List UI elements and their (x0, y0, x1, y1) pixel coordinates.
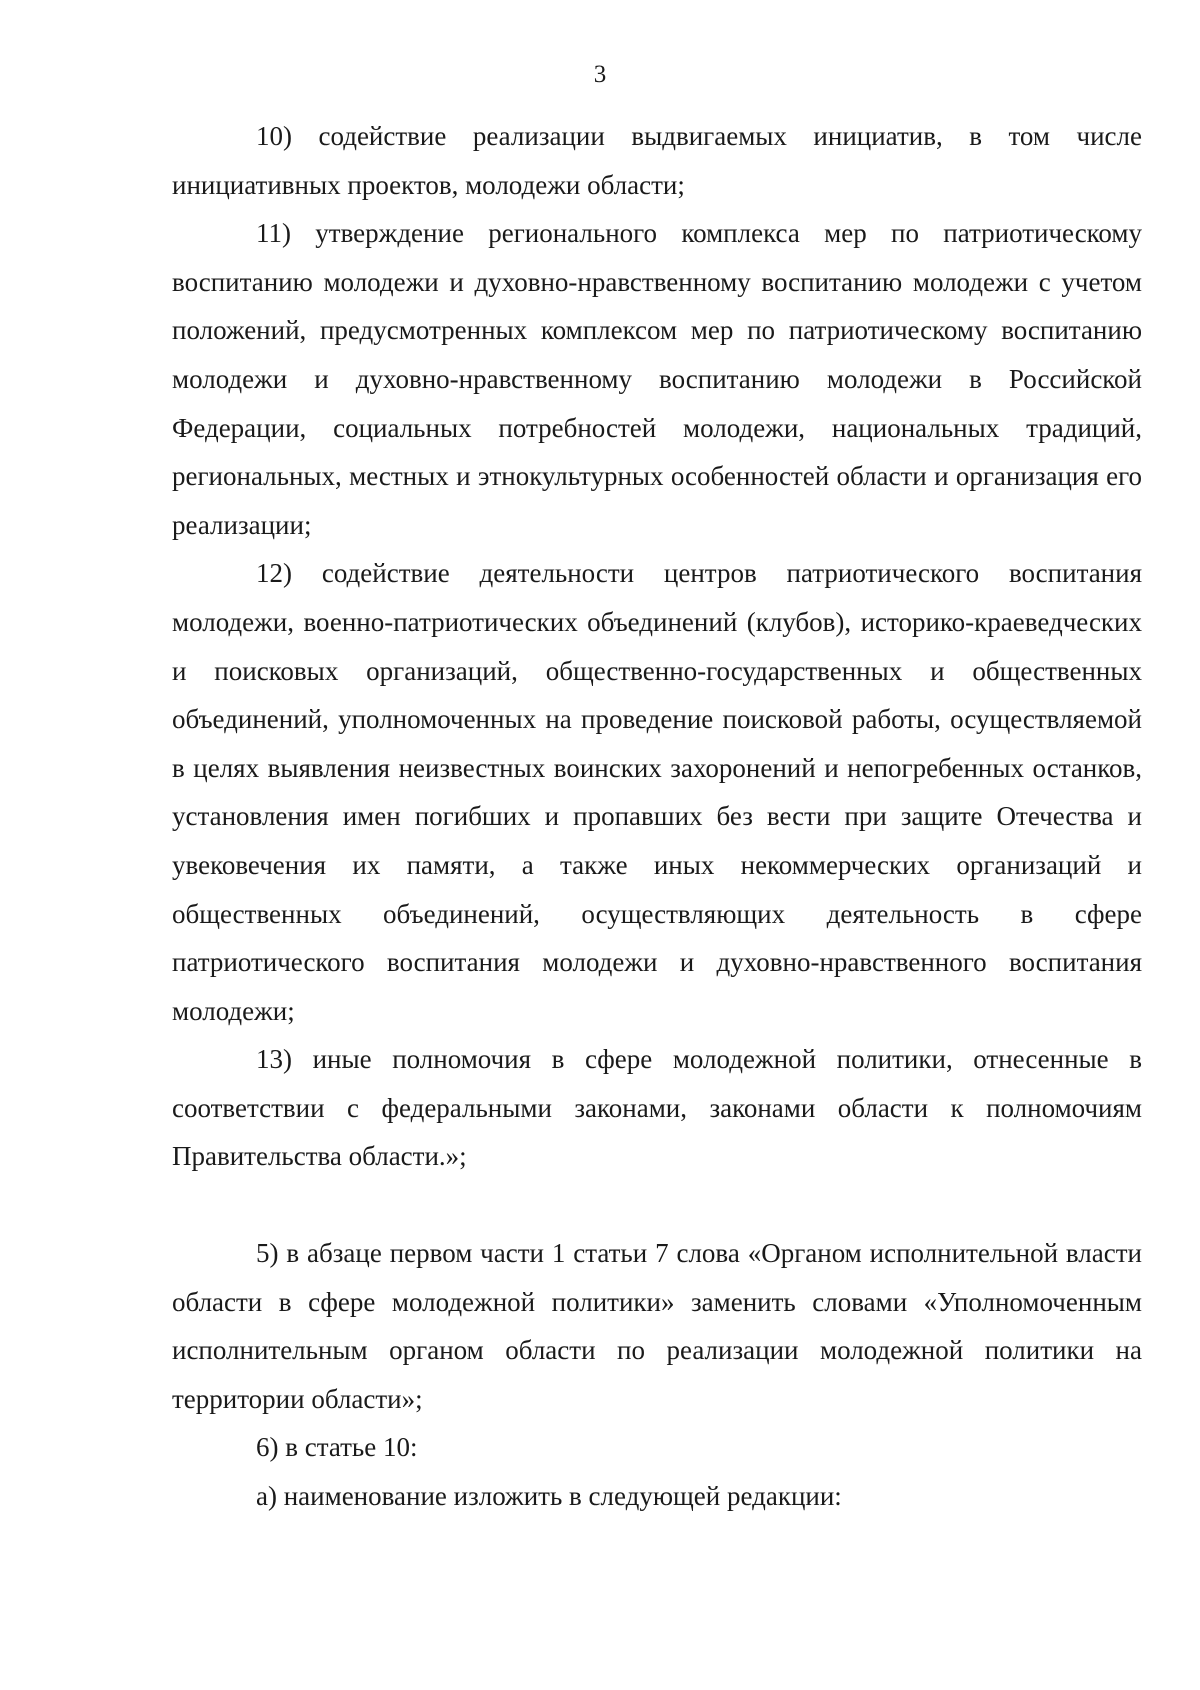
paragraph-item-11: 11) утверждение регионального комплекса мер по патриотическому воспитанию молодежи и духовно-нравственному воспитанию молодежи с учетом положений, предусмотренных комплексом мер по патриотическому воспитанию молодежи и духовно-нравственному воспитанию молодежи в Российской Федерации, социальных потребностей молодежи, национальных традиций, региональных, местных и этнокультурных особенностей области и организация его реализации; (172, 218, 1142, 540)
paragraph-amendment-6: 6) в статье 10: (256, 1432, 418, 1463)
paragraph-item-10: 10) содействие реализации выдвигаемых инициатив, в том числе инициативных проектов, молодежи области; (172, 121, 1142, 200)
paragraph-item-12: 12) содействие деятельности центров патриотического воспитания молодежи, военно-патриотических объединений (клубов), историко-краеведческих и поисковых организаций, общественно-государственных и общественных объединений, уполномоченных на проведение поисковой работы, осуществляемой в целях выявления неизвестных воинских захоронений и непогребенных останков, установления имен погибших и пропавших без вести при защите Отечества и увековечения их памяти, а также иных некоммерческих организаций и общественных объединений, осуществляющих деятельность в сфере патриотического воспитания молодежи и духовно-нравственного воспитания молодежи; (172, 558, 1142, 1026)
document-body (172, 112, 1142, 1521)
paragraph-amendment-5: 5) в абзаце первом части 1 статьи 7 слова «Органом исполнительной власти области в сфере молодежной политики» заменить словами «Уполномоченным исполнительным органом области по реализации молодежной политики на территории области»; (172, 1238, 1142, 1414)
paragraph-item-13: 13) иные полномочия в сфере молодежной политики, отнесенные в соответствии с федеральными законами, законами области к полномочиям Правительства области.»; (172, 1044, 1142, 1172)
paragraph-subitem-a: а) наименование изложить в следующей редакции: (256, 1481, 842, 1512)
paragraph-spacer (172, 1181, 1142, 1229)
page-number: 3 (593, 61, 607, 88)
